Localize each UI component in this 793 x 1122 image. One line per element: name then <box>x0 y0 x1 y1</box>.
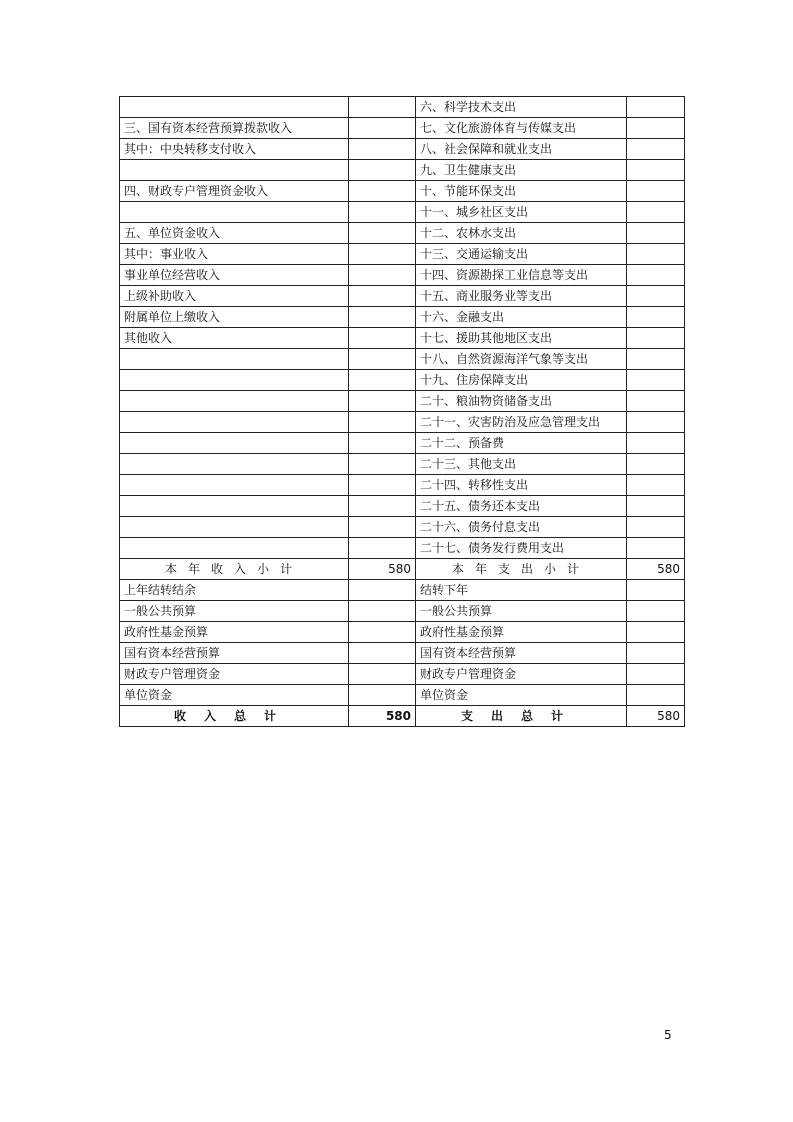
income-item: 四、财政专户管理资金收入 <box>120 181 349 202</box>
income-item <box>120 496 349 517</box>
expense-item: 十二、农林水支出 <box>416 223 627 244</box>
expense-item: 二十、粮油物资储备支出 <box>416 391 627 412</box>
table-row <box>120 391 685 412</box>
expense-item: 九、卫生健康支出 <box>416 160 627 181</box>
expense-item: 八、社会保障和就业支出 <box>416 139 627 160</box>
expense-item: 十一、城乡社区支出 <box>416 202 627 223</box>
expense-amount <box>627 307 685 328</box>
income-carry-item-amount <box>349 664 416 685</box>
expense-item: 二十五、债务还本支出 <box>416 496 627 517</box>
expense-amount <box>627 97 685 118</box>
expense-item: 七、文化旅游体育与传媒支出 <box>416 118 627 139</box>
expense-amount <box>627 517 685 538</box>
income-total-amount: 580 <box>349 706 416 727</box>
expense-item: 二十六、债务付息支出 <box>416 517 627 538</box>
expense-amount <box>627 202 685 223</box>
income-subtotal-label: 本年收入小计 <box>120 559 349 580</box>
income-carry-item-amount <box>349 643 416 664</box>
carry-items <box>120 601 685 706</box>
income-item <box>120 454 349 475</box>
expense-carry-item-amount <box>627 685 685 706</box>
table-row <box>120 181 685 202</box>
income-carry-item-amount <box>349 601 416 622</box>
income-carry-item: 财政专户管理资金 <box>120 664 349 685</box>
expense-total-amount: 580 <box>627 706 685 727</box>
expense-amount <box>627 496 685 517</box>
income-amount <box>349 496 416 517</box>
expense-amount <box>627 328 685 349</box>
income-amount <box>349 475 416 496</box>
expense-amount <box>627 181 685 202</box>
expense-carry-header: 结转下年 <box>416 580 627 601</box>
income-amount <box>349 307 416 328</box>
income-amount <box>349 412 416 433</box>
income-item <box>120 475 349 496</box>
expense-carry-amount <box>627 580 685 601</box>
subtotal-section <box>120 559 685 601</box>
income-item: 事业单位经营收入 <box>120 265 349 286</box>
expense-item: 十三、交通运输支出 <box>416 244 627 265</box>
expense-carry-item: 单位资金 <box>416 685 627 706</box>
expense-item: 二十一、灾害防治及应急管理支出 <box>416 412 627 433</box>
income-amount <box>349 139 416 160</box>
expense-item: 二十二、预备费 <box>416 433 627 454</box>
subtotal-row <box>120 559 685 580</box>
income-item <box>120 97 349 118</box>
expense-item: 十五、商业服务业等支出 <box>416 286 627 307</box>
expense-amount <box>627 454 685 475</box>
expense-amount <box>627 391 685 412</box>
income-carry-item: 单位资金 <box>120 685 349 706</box>
income-amount <box>349 97 416 118</box>
table-row <box>120 286 685 307</box>
income-item <box>120 538 349 559</box>
expense-amount <box>627 118 685 139</box>
expense-amount <box>627 538 685 559</box>
carry-row <box>120 622 685 643</box>
income-amount <box>349 223 416 244</box>
table-row <box>120 307 685 328</box>
income-amount <box>349 433 416 454</box>
expense-item: 六、科学技术支出 <box>416 97 627 118</box>
income-amount <box>349 286 416 307</box>
expense-item: 二十四、转移性支出 <box>416 475 627 496</box>
income-item <box>120 391 349 412</box>
income-item: 三、国有资本经营预算拨款收入 <box>120 118 349 139</box>
income-item: 附属单位上缴收入 <box>120 307 349 328</box>
expense-amount <box>627 160 685 181</box>
total-row <box>120 706 685 727</box>
table-row <box>120 349 685 370</box>
expense-total-label: 支出总计 <box>416 706 627 727</box>
income-amount <box>349 265 416 286</box>
carry-header-row <box>120 580 685 601</box>
table-row <box>120 223 685 244</box>
income-item <box>120 433 349 454</box>
income-amount <box>349 349 416 370</box>
table-row <box>120 118 685 139</box>
income-item: 五、单位资金收入 <box>120 223 349 244</box>
income-amount <box>349 160 416 181</box>
income-carry-item: 政府性基金预算 <box>120 622 349 643</box>
expense-item: 十六、金融支出 <box>416 307 627 328</box>
expense-subtotal-label: 本年支出小计 <box>416 559 627 580</box>
income-carry-item: 国有资本经营预算 <box>120 643 349 664</box>
income-amount <box>349 118 416 139</box>
total-section <box>120 706 685 727</box>
expense-amount <box>627 223 685 244</box>
income-amount <box>349 202 416 223</box>
income-item <box>120 202 349 223</box>
income-total-label: 收入总计 <box>120 706 349 727</box>
table-row <box>120 433 685 454</box>
carry-row <box>120 601 685 622</box>
table-row <box>120 496 685 517</box>
expense-amount <box>627 244 685 265</box>
expense-amount <box>627 349 685 370</box>
expense-item: 十九、住房保障支出 <box>416 370 627 391</box>
table-row <box>120 538 685 559</box>
table-row <box>120 370 685 391</box>
income-amount <box>349 454 416 475</box>
table-row <box>120 328 685 349</box>
expense-amount <box>627 370 685 391</box>
income-amount <box>349 538 416 559</box>
income-carry-amount <box>349 580 416 601</box>
expense-amount <box>627 286 685 307</box>
table-row <box>120 265 685 286</box>
income-carry-item-amount <box>349 685 416 706</box>
income-carry-header: 上年结转结余 <box>120 580 349 601</box>
income-item: 其中：事业收入 <box>120 244 349 265</box>
income-item <box>120 517 349 538</box>
income-amount <box>349 244 416 265</box>
carry-row <box>120 685 685 706</box>
expense-item: 二十三、其他支出 <box>416 454 627 475</box>
income-amount <box>349 517 416 538</box>
carry-row <box>120 643 685 664</box>
budget-table <box>119 96 685 727</box>
income-amount <box>349 328 416 349</box>
expense-amount <box>627 412 685 433</box>
expense-carry-item-amount <box>627 643 685 664</box>
income-amount <box>349 181 416 202</box>
income-item <box>120 370 349 391</box>
table-row <box>120 412 685 433</box>
expense-item: 二十七、债务发行费用支出 <box>416 538 627 559</box>
table-row <box>120 517 685 538</box>
income-item <box>120 349 349 370</box>
expense-amount <box>627 139 685 160</box>
expense-item: 十八、自然资源海洋气象等支出 <box>416 349 627 370</box>
income-carry-item: 一般公共预算 <box>120 601 349 622</box>
income-amount <box>349 370 416 391</box>
table-row <box>120 202 685 223</box>
expense-carry-item: 一般公共预算 <box>416 601 627 622</box>
page-number: 5 <box>664 1028 672 1042</box>
table-row <box>120 139 685 160</box>
income-carry-item-amount <box>349 622 416 643</box>
expense-amount <box>627 475 685 496</box>
table-row <box>120 475 685 496</box>
income-item <box>120 412 349 433</box>
expense-carry-item-amount <box>627 622 685 643</box>
income-amount <box>349 391 416 412</box>
expense-item: 十、节能环保支出 <box>416 181 627 202</box>
expense-subtotal-amount: 580 <box>627 559 685 580</box>
table-row <box>120 160 685 181</box>
income-item: 上级补助收入 <box>120 286 349 307</box>
expense-carry-item-amount <box>627 664 685 685</box>
expense-carry-item-amount <box>627 601 685 622</box>
income-item: 其他收入 <box>120 328 349 349</box>
expense-carry-item: 国有资本经营预算 <box>416 643 627 664</box>
table-row <box>120 454 685 475</box>
budget-rows <box>120 97 685 559</box>
expense-item: 十四、资源勘探工业信息等支出 <box>416 265 627 286</box>
table-row <box>120 244 685 265</box>
table-row <box>120 97 685 118</box>
expense-amount <box>627 265 685 286</box>
income-item: 其中：中央转移支付收入 <box>120 139 349 160</box>
expense-amount <box>627 433 685 454</box>
income-subtotal-amount: 580 <box>349 559 416 580</box>
expense-carry-item: 政府性基金预算 <box>416 622 627 643</box>
expense-item: 十七、援助其他地区支出 <box>416 328 627 349</box>
expense-carry-item: 财政专户管理资金 <box>416 664 627 685</box>
carry-row <box>120 664 685 685</box>
income-item <box>120 160 349 181</box>
